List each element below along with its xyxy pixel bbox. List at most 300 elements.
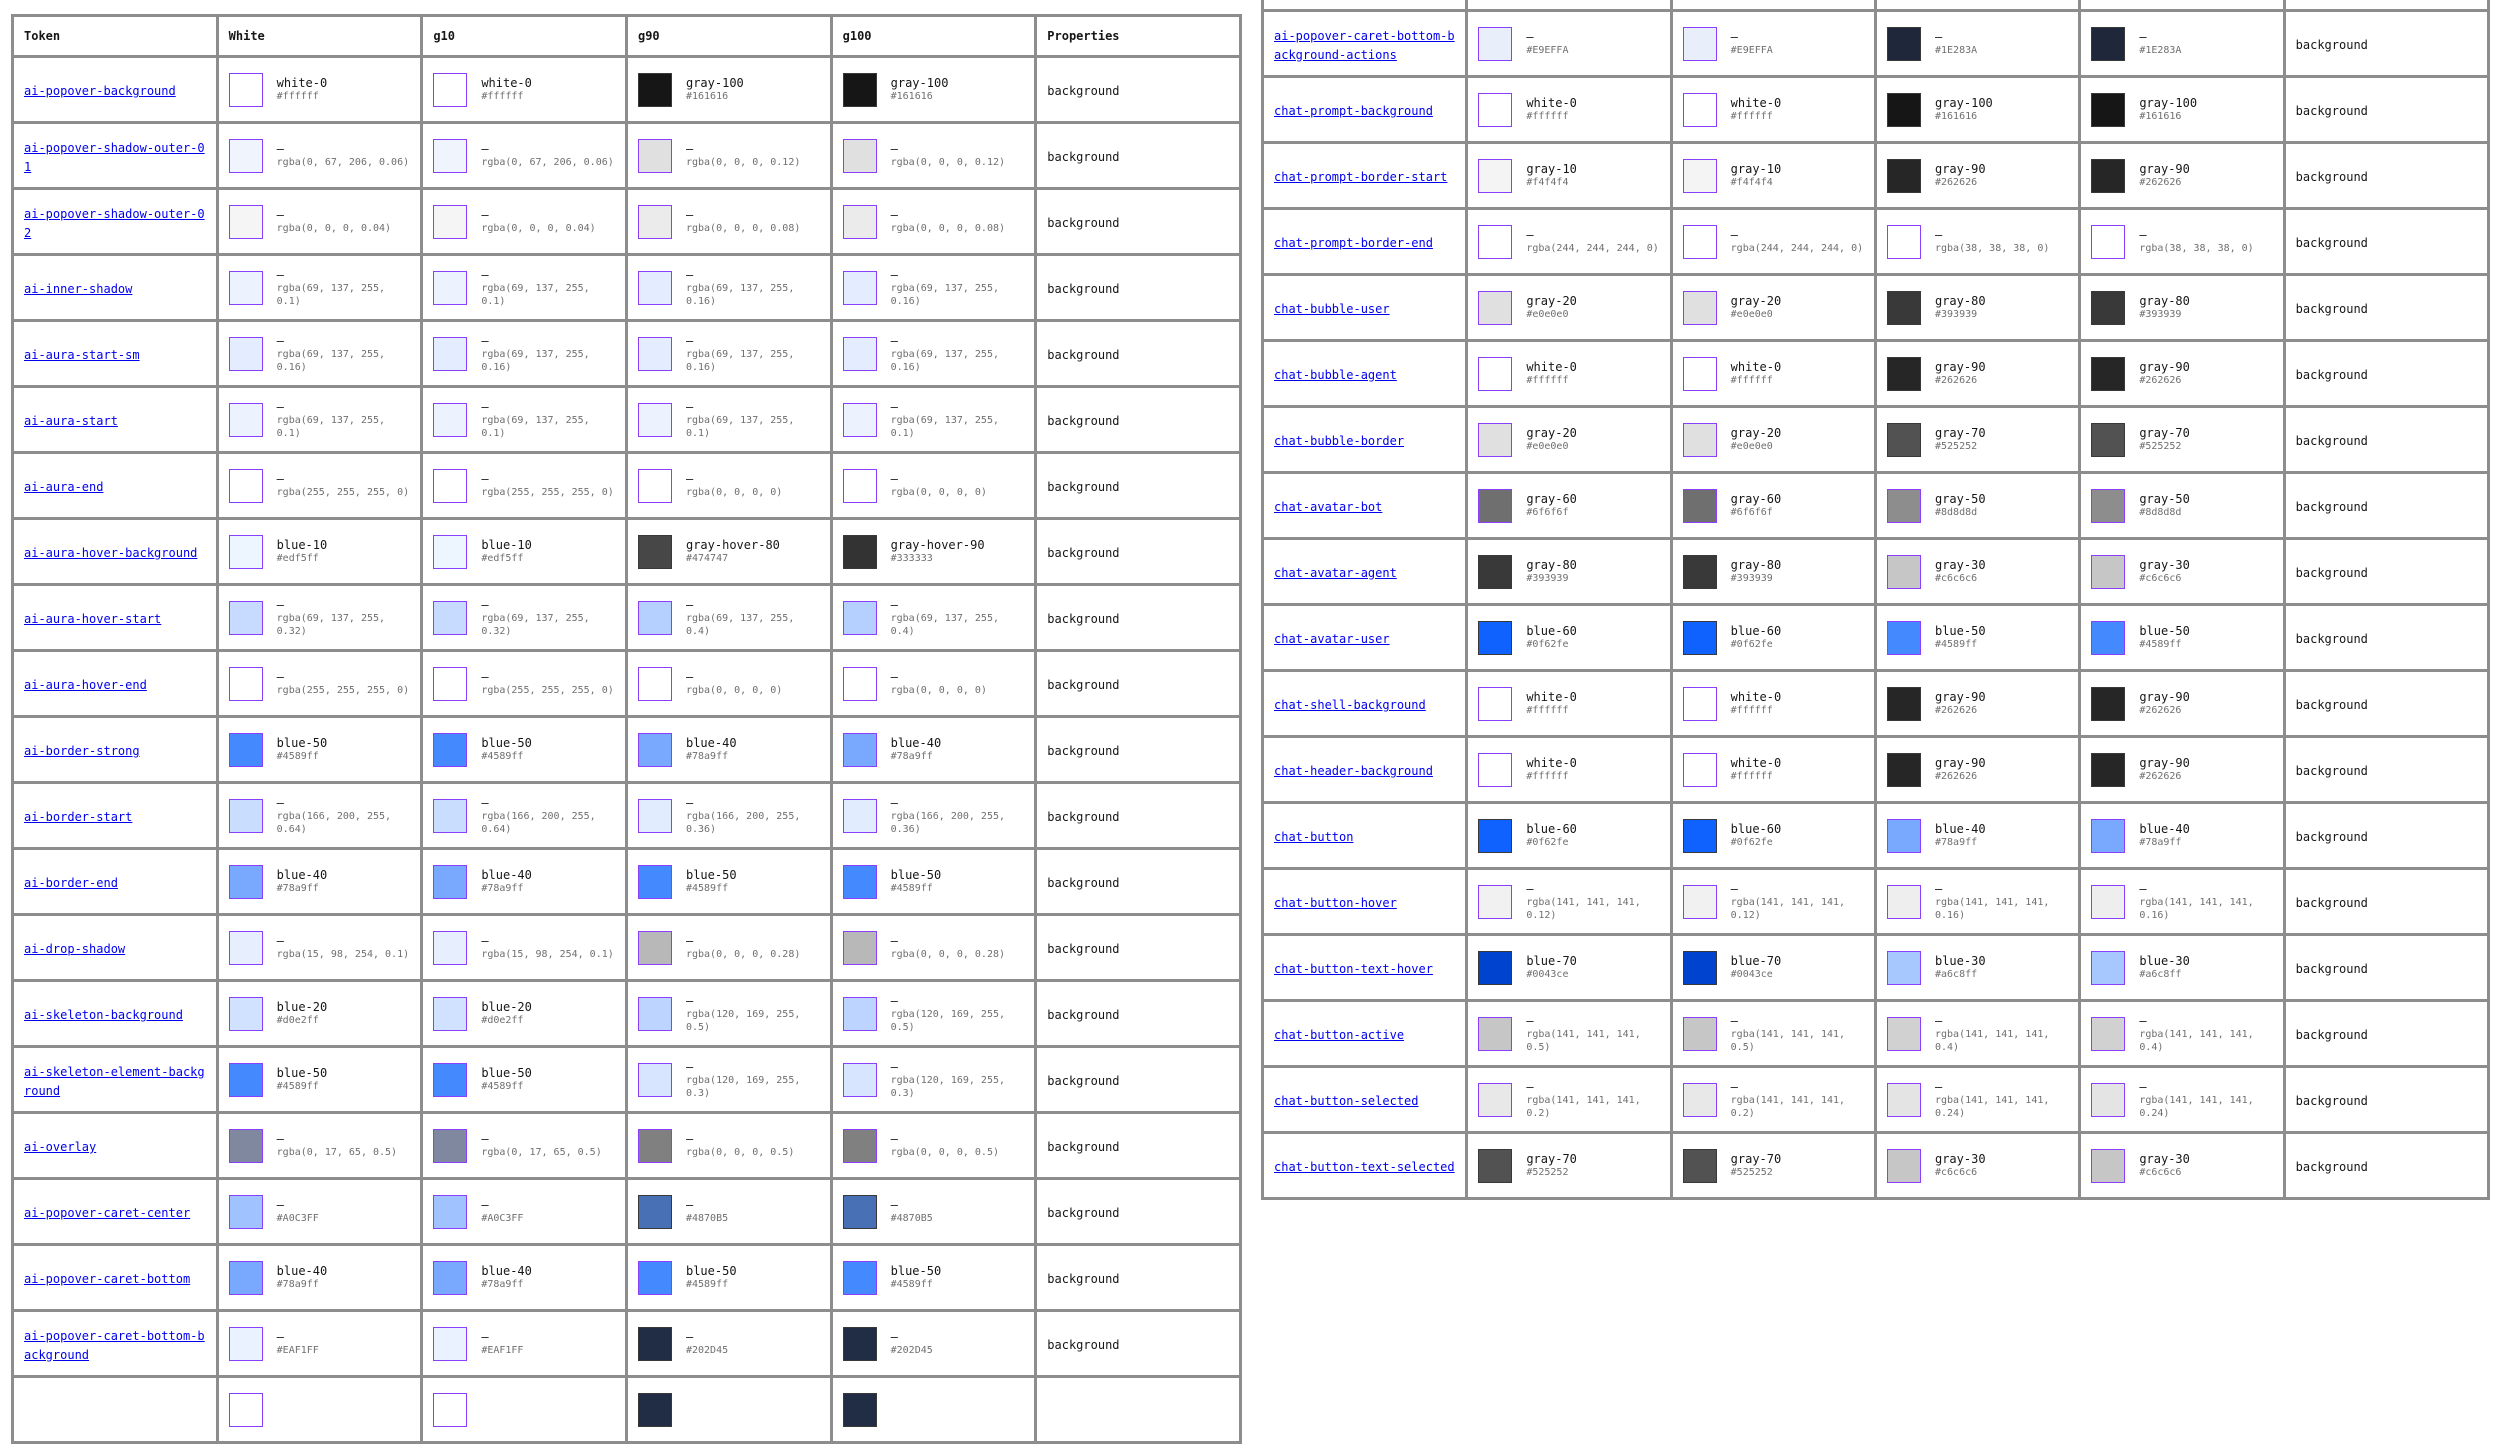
value-wrap	[638, 796, 820, 836]
color-swatch	[229, 271, 263, 305]
color-hex: #1E283A	[2139, 45, 2182, 56]
token-link[interactable]: ai-aura-hover-start	[24, 612, 162, 626]
theme-value-cell	[1877, 210, 2078, 273]
color-name: gray-100	[890, 76, 949, 90]
properties-cell	[1037, 652, 1239, 715]
token-link[interactable]: ai-skeleton-element-background	[24, 1064, 205, 1098]
theme-value-cell	[628, 1246, 830, 1309]
theme-value-cell	[423, 256, 625, 319]
token-cell	[1264, 672, 1465, 735]
color-hex: rgba(69, 137, 255, 0.16)	[276, 348, 386, 373]
value-wrap	[638, 268, 820, 308]
color-hex: #0043ce	[1730, 969, 1773, 980]
value-text	[891, 76, 949, 103]
color-name: –	[890, 934, 898, 948]
color-hex: rgba(141, 141, 141, 0.16)	[2139, 896, 2254, 921]
color-swatch	[1887, 291, 1921, 325]
token-link[interactable]: ai-border-end	[24, 876, 118, 890]
value-text	[2139, 492, 2190, 519]
color-hex: rgba(0, 17, 65, 0.5)	[481, 1147, 602, 1158]
color-swatch	[1683, 159, 1717, 193]
value-text	[891, 934, 1005, 961]
token-link[interactable]: ai-popover-caret-bottom-background	[24, 1328, 205, 1362]
properties-cell	[2286, 210, 2487, 273]
value-text	[1935, 96, 1993, 123]
color-name: gray-hover-80	[685, 538, 780, 552]
value-wrap	[1478, 1080, 1659, 1120]
color-name: blue-50	[2139, 624, 2190, 638]
color-swatch	[1683, 753, 1717, 787]
token-link[interactable]: ai-aura-end	[24, 480, 104, 494]
value-wrap	[638, 205, 820, 239]
color-name: gray-80	[1730, 558, 1782, 572]
token-link[interactable]: ai-popover-caret-center	[24, 1206, 191, 1220]
value-wrap	[1478, 93, 1659, 127]
color-hex: #161616	[890, 91, 933, 102]
value-wrap	[1887, 753, 2068, 787]
value-text	[891, 670, 987, 697]
color-swatch	[2091, 1083, 2125, 1117]
color-swatch	[1683, 819, 1717, 853]
property-label: background	[2295, 434, 2368, 448]
value-wrap	[1683, 357, 1864, 391]
color-name: –	[481, 142, 489, 156]
property-label: background	[1047, 348, 1120, 362]
value-text	[1731, 822, 1782, 849]
theme-value-cell	[1468, 606, 1669, 669]
theme-value-cell	[219, 1312, 421, 1375]
color-name: white-0	[1526, 96, 1577, 110]
token-link[interactable]: ai-aura-start	[24, 414, 118, 428]
value-wrap	[229, 1195, 411, 1229]
value-wrap	[638, 1261, 820, 1295]
theme-value-cell	[833, 1180, 1035, 1243]
token-link[interactable]: ai-popover-caret-bottom-background-actions	[1274, 28, 1455, 62]
color-hex: #78a9ff	[1934, 837, 1978, 848]
theme-value-cell	[1877, 342, 2078, 405]
token-cell	[1264, 804, 1465, 867]
table-row	[1264, 474, 2487, 537]
color-swatch	[1478, 753, 1512, 787]
value-text	[481, 268, 615, 308]
theme-value-cell	[1877, 936, 2078, 999]
token-cell	[14, 1048, 216, 1111]
properties-cell	[1037, 1312, 1239, 1375]
value-wrap	[1887, 1080, 2068, 1120]
token-link[interactable]: chat-button	[1274, 830, 1354, 844]
token-link[interactable]: chat-prompt-background	[1274, 104, 1433, 118]
token-link[interactable]: chat-avatar-bot	[1274, 500, 1383, 514]
token-link[interactable]: ai-popover-shadow-outer-01	[24, 140, 205, 174]
value-text	[1731, 1080, 1864, 1120]
color-name: –	[685, 142, 694, 156]
color-hex: #4870B5	[890, 1213, 933, 1224]
table-row	[1264, 210, 2487, 273]
table-row	[1264, 0, 2487, 9]
value-wrap	[433, 205, 615, 239]
property-label: background	[1047, 414, 1120, 428]
value-wrap	[433, 931, 615, 965]
theme-value-cell	[1468, 408, 1669, 471]
token-link[interactable]: ai-popover-shadow-outer-02	[24, 206, 205, 240]
color-swatch	[433, 601, 467, 635]
theme-value-cell	[1468, 210, 1669, 273]
value-wrap	[843, 73, 1025, 107]
value-wrap	[638, 1195, 820, 1229]
theme-value-cell	[219, 586, 421, 649]
color-hex: rgba(0, 0, 0, 0.28)	[685, 949, 801, 960]
color-swatch	[2091, 423, 2125, 457]
color-swatch	[1887, 687, 1921, 721]
color-name: –	[685, 1059, 694, 1074]
table-row	[14, 520, 1239, 583]
value-text	[891, 268, 1025, 308]
property-label: background	[2295, 1094, 2368, 1108]
color-name: –	[1526, 30, 1534, 44]
value-text	[1526, 96, 1577, 123]
value-wrap	[1683, 27, 1864, 61]
properties-cell	[1037, 916, 1239, 979]
color-swatch	[229, 1327, 263, 1361]
token-cell	[1264, 78, 1465, 141]
value-wrap	[229, 1327, 411, 1361]
theme-value-cell	[1877, 1134, 2078, 1197]
color-hex: #c6c6c6	[2139, 1167, 2182, 1178]
color-name: gray-50	[2139, 492, 2190, 506]
property-label: background	[2295, 632, 2368, 646]
token-link[interactable]: chat-button-text-hover	[1274, 962, 1433, 976]
value-text	[1526, 882, 1659, 922]
color-name: –	[685, 333, 694, 348]
color-hex: #6f6f6f	[1730, 507, 1773, 518]
color-hex: rgba(0, 0, 0, 0.5)	[685, 1147, 795, 1158]
property-label: background	[2295, 500, 2368, 514]
token-link[interactable]: chat-button-hover	[1274, 896, 1397, 910]
property-label: background	[1047, 546, 1120, 560]
theme-value-cell	[423, 454, 625, 517]
color-name: gray-70	[1730, 1152, 1782, 1166]
color-swatch	[229, 1129, 263, 1163]
token-link[interactable]: chat-prompt-border-end	[1274, 236, 1433, 250]
value-text	[277, 868, 328, 895]
value-text	[1526, 624, 1577, 651]
color-name: –	[276, 597, 284, 612]
value-text	[277, 736, 328, 763]
theme-value-cell	[2081, 276, 2282, 339]
color-hex: rgba(141, 141, 141, 0.16)	[1934, 896, 2050, 921]
value-text	[481, 1264, 532, 1291]
property-label: background	[2295, 1160, 2368, 1174]
theme-value-cell	[833, 124, 1035, 187]
theme-value-cell	[628, 982, 830, 1045]
color-name: white-0	[1730, 756, 1782, 770]
token-cell	[1264, 210, 1465, 273]
value-text	[1526, 756, 1577, 783]
color-swatch	[2091, 489, 2125, 523]
color-swatch	[1887, 621, 1921, 655]
value-text	[277, 1198, 319, 1225]
token-cell	[1264, 1002, 1465, 1065]
theme-value-cell	[423, 190, 625, 253]
color-swatch	[843, 1327, 877, 1361]
token-link[interactable]: ai-border-strong	[24, 744, 140, 758]
color-hex: #A0C3FF	[481, 1213, 524, 1224]
value-text	[1731, 426, 1782, 453]
color-swatch	[638, 733, 672, 767]
color-hex: #78a9ff	[890, 751, 933, 762]
token-link[interactable]: ai-aura-hover-background	[24, 546, 198, 560]
value-text	[891, 1198, 933, 1225]
color-hex: rgba(38, 38, 38, 0)	[1934, 243, 2050, 254]
value-text	[1731, 882, 1864, 922]
theme-value-cell	[2081, 342, 2282, 405]
color-hex: #8d8d8d	[2139, 507, 2182, 518]
color-name: –	[1934, 1079, 1943, 1094]
value-wrap	[1887, 291, 2068, 325]
theme-value-cell	[628, 1114, 830, 1177]
token-link[interactable]: chat-shell-background	[1274, 698, 1426, 712]
value-wrap	[433, 1063, 615, 1097]
value-wrap	[433, 469, 615, 503]
color-swatch	[433, 73, 467, 107]
color-swatch	[843, 271, 877, 305]
color-name: blue-20	[481, 1000, 532, 1014]
color-hex: #78a9ff	[276, 883, 319, 894]
value-wrap	[1683, 1080, 1864, 1120]
color-name: blue-40	[276, 1264, 328, 1278]
property-label: background	[2295, 698, 2368, 712]
value-wrap	[1887, 951, 2068, 985]
value-wrap	[2091, 423, 2272, 457]
token-link[interactable]: chat-avatar-agent	[1274, 566, 1397, 580]
value-text	[2139, 756, 2190, 783]
token-link[interactable]: chat-prompt-border-start	[1274, 170, 1448, 184]
color-hex: #ffffff	[1526, 705, 1569, 716]
color-hex: rgba(38, 38, 38, 0)	[2139, 243, 2254, 254]
value-wrap	[2091, 621, 2272, 655]
value-text	[686, 598, 820, 638]
color-swatch	[843, 799, 877, 833]
color-name: blue-40	[481, 868, 532, 882]
color-hex: rgba(0, 0, 0, 0.08)	[685, 223, 801, 234]
theme-value-cell	[1673, 870, 1874, 933]
theme-value-cell	[423, 520, 625, 583]
value-wrap	[1683, 819, 1864, 853]
color-swatch	[1887, 423, 1921, 457]
color-name: –	[685, 472, 694, 486]
value-text	[1731, 558, 1782, 585]
color-swatch	[1887, 885, 1921, 919]
theme-value-cell	[628, 256, 830, 319]
value-wrap	[433, 1129, 615, 1163]
theme-value-cell	[1673, 210, 1874, 273]
color-name: blue-30	[2139, 954, 2190, 968]
color-name: blue-60	[1730, 822, 1782, 836]
theme-value-cell	[833, 982, 1035, 1045]
color-name: gray-90	[1934, 162, 1986, 176]
color-hex: rgba(0, 17, 65, 0.5)	[276, 1147, 398, 1158]
color-name: –	[276, 795, 284, 810]
color-name: blue-70	[1526, 954, 1577, 968]
token-link[interactable]: ai-border-start	[24, 810, 133, 824]
token-link[interactable]: ai-overlay	[24, 1140, 97, 1154]
token-cell	[1264, 936, 1465, 999]
theme-value-cell	[1468, 12, 1669, 75]
value-text	[891, 538, 985, 565]
theme-value-cell	[833, 388, 1035, 451]
color-hex: rgba(0, 0, 0, 0.08)	[890, 223, 1006, 234]
theme-value-cell	[833, 916, 1035, 979]
color-swatch	[2091, 687, 2125, 721]
property-label: background	[1047, 1272, 1120, 1286]
color-swatch	[1478, 27, 1512, 61]
theme-value-cell	[1468, 804, 1669, 867]
color-swatch	[1887, 1149, 1921, 1183]
theme-value-cell	[1468, 1068, 1669, 1131]
token-link[interactable]: chat-header-background	[1274, 764, 1433, 778]
value-wrap	[843, 994, 1025, 1034]
color-name: –	[276, 142, 284, 156]
table-row	[14, 1312, 1239, 1375]
token-cell	[1264, 540, 1465, 603]
theme-value-cell	[833, 256, 1035, 319]
value-wrap	[1683, 225, 1864, 259]
color-swatch	[433, 667, 467, 701]
theme-value-cell	[2081, 12, 2282, 75]
color-swatch	[1887, 1017, 1921, 1051]
color-swatch	[229, 733, 263, 767]
token-link[interactable]: chat-button-selected	[1274, 1094, 1419, 1108]
theme-value-cell	[219, 982, 421, 1045]
value-text	[1731, 1152, 1782, 1179]
color-name: gray-50	[1934, 492, 1986, 506]
theme-value-cell	[628, 520, 830, 583]
value-wrap	[638, 994, 820, 1034]
value-wrap	[1683, 93, 1864, 127]
color-swatch	[433, 1393, 467, 1427]
value-wrap	[1478, 357, 1659, 391]
table-row	[14, 256, 1239, 319]
token-link[interactable]: chat-button-text-selected	[1274, 1160, 1455, 1174]
color-swatch	[843, 1063, 877, 1097]
color-hex: rgba(166, 200, 255, 0.64)	[481, 810, 596, 835]
theme-value-cell	[833, 1312, 1035, 1375]
theme-value-cell	[219, 652, 421, 715]
value-wrap	[229, 73, 411, 107]
color-hex: #c6c6c6	[2139, 573, 2182, 584]
color-name: gray-30	[2139, 558, 2190, 572]
color-name: blue-10	[481, 538, 532, 552]
theme-value-cell	[1673, 672, 1874, 735]
color-swatch	[2091, 885, 2125, 919]
value-text	[1526, 492, 1577, 519]
value-wrap	[1887, 423, 2068, 457]
token-link[interactable]: ai-drop-shadow	[24, 942, 126, 956]
color-hex: rgba(141, 141, 141, 0.5)	[1526, 1028, 1641, 1053]
theme-value-cell	[2081, 1134, 2282, 1197]
theme-value-cell	[1673, 1134, 1874, 1197]
property-label: background	[2295, 38, 2368, 52]
token-link[interactable]: chat-bubble-user	[1274, 302, 1390, 316]
color-name: white-0	[1730, 360, 1782, 374]
color-swatch	[843, 601, 877, 635]
color-name: –	[481, 208, 489, 222]
value-wrap	[1887, 225, 2068, 259]
color-swatch	[1683, 1149, 1717, 1183]
value-wrap	[843, 931, 1025, 965]
token-link[interactable]: ai-inner-shadow	[24, 282, 133, 296]
table-row	[14, 388, 1239, 451]
color-name: gray-10	[1526, 162, 1577, 176]
color-hex: rgba(69, 137, 255, 0.32)	[481, 612, 590, 637]
color-hex: #4589ff	[481, 1081, 524, 1092]
token-link[interactable]: chat-button-active	[1274, 1028, 1405, 1042]
color-name: –	[1934, 881, 1943, 896]
value-text	[1731, 624, 1782, 651]
color-swatch	[229, 1393, 263, 1427]
color-name: blue-50	[890, 868, 942, 882]
token-link[interactable]: ai-popover-caret-bottom	[24, 1272, 191, 1286]
color-swatch	[638, 139, 672, 173]
color-swatch	[638, 1261, 672, 1295]
properties-cell	[2286, 12, 2487, 75]
value-text	[2139, 30, 2181, 57]
color-swatch	[433, 139, 467, 173]
color-hex: #e0e0e0	[1730, 441, 1773, 452]
theme-value-cell	[628, 1312, 830, 1375]
theme-value-cell	[423, 982, 625, 1045]
value-wrap	[1478, 291, 1659, 325]
value-wrap	[2091, 159, 2272, 193]
color-hex: #78a9ff	[2139, 837, 2182, 848]
token-cell	[1264, 738, 1465, 801]
token-link[interactable]: chat-bubble-border	[1274, 434, 1405, 448]
color-swatch	[1478, 93, 1512, 127]
table-row	[1264, 144, 2487, 207]
color-hex: #0f62fe	[1730, 639, 1773, 650]
theme-value-cell	[1877, 408, 2078, 471]
token-link[interactable]: chat-avatar-user	[1274, 632, 1390, 646]
theme-value-cell	[1673, 936, 1874, 999]
token-link[interactable]: ai-aura-hover-end	[24, 678, 147, 692]
value-wrap	[843, 1129, 1025, 1163]
color-swatch	[1683, 291, 1717, 325]
theme-value-cell	[628, 652, 830, 715]
value-wrap	[1478, 621, 1659, 655]
color-swatch	[1478, 357, 1512, 391]
color-hex: #a6c8ff	[2139, 969, 2182, 980]
theme-value-cell	[833, 586, 1035, 649]
token-link[interactable]: ai-aura-start-sm	[24, 348, 140, 362]
token-link[interactable]: ai-popover-background	[24, 84, 176, 98]
value-wrap	[2091, 1080, 2272, 1120]
color-name: –	[890, 795, 898, 810]
value-text	[2139, 690, 2190, 717]
value-wrap	[433, 1195, 615, 1229]
color-hex: #393939	[1934, 309, 1978, 320]
color-name: gray-70	[1934, 426, 1986, 440]
color-swatch	[1887, 489, 1921, 523]
token-link[interactable]: ai-skeleton-background	[24, 1008, 183, 1022]
color-swatch	[2091, 753, 2125, 787]
color-swatch	[1887, 159, 1921, 193]
value-wrap	[843, 535, 1025, 569]
token-link[interactable]: chat-bubble-agent	[1274, 368, 1397, 382]
color-name: –	[890, 333, 898, 348]
theme-value-cell	[1468, 870, 1669, 933]
color-name: –	[890, 399, 898, 414]
theme-value-cell	[423, 850, 625, 913]
